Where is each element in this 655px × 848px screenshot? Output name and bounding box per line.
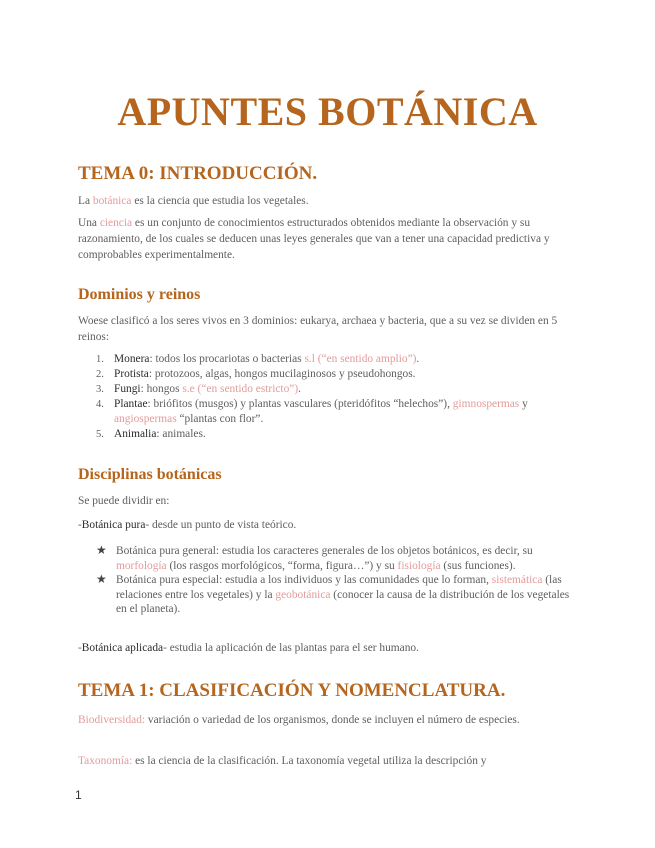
keyword: angiospermas xyxy=(114,413,177,425)
paragraph-biodiversidad xyxy=(78,712,578,728)
paragraph-woese: Woese clasificó a los seres vivos en 3 dominios: eukarya, archaea y bacteria, que a su vez se dividen en 5 reinos: xyxy=(78,315,558,343)
heading-dominios: Dominios y reinos xyxy=(78,286,201,303)
text: - desde un punto de vista teórico. xyxy=(145,519,297,531)
reinos-list xyxy=(78,352,578,442)
keyword: sistemática xyxy=(491,574,543,586)
text: Botánica pura general: estudia los caracteres generales de los objetos botánicos, es decir, su xyxy=(116,545,533,557)
document-title: APUNTES BOTÁNICA xyxy=(117,89,538,134)
paragraph-ciencia xyxy=(78,215,578,263)
term: Botánica aplicada xyxy=(81,642,164,654)
term: Fungi xyxy=(114,383,141,395)
list-item xyxy=(78,352,578,367)
text: - estudia la aplicación de las plantas para el ser humano. xyxy=(163,642,419,654)
paragraph-botanica-aplicada xyxy=(78,640,578,656)
list-item xyxy=(78,367,578,382)
text: es la ciencia de la clasificación. La taxonomía vegetal utiliza la descripción y xyxy=(132,755,487,767)
text: : protozoos, algas, hongos mucilaginosos y pseudohongos. xyxy=(148,368,416,380)
text: . xyxy=(416,353,420,365)
text: variación o variedad de los organismos, donde se incluyen el número de especies. xyxy=(145,714,520,726)
keyword: geobotánica xyxy=(275,588,331,601)
keyword-ciencia: ciencia xyxy=(99,217,133,229)
list-item xyxy=(78,573,578,617)
text: - xyxy=(78,642,82,654)
text: . xyxy=(298,383,301,395)
text: (sus funciones). xyxy=(440,559,516,572)
text: (conocer la causa de la distribución de los vegetales en el planeta). xyxy=(116,588,570,615)
text: es un conjunto de conocimientos estructurados obtenidos mediante la observación y su razonamiento, de los cuales se deducen unas leyes generales que van a tener una capacidad predictiva y comprobables experimentalmente. xyxy=(78,217,550,261)
list-item xyxy=(78,397,578,427)
keyword: fisiología xyxy=(397,559,441,572)
paragraph-dividir: Se puede dividir en: xyxy=(78,495,170,507)
term: Monera xyxy=(114,353,150,365)
text: : briófitos (musgos) y plantas vasculares (pteridófitos “helechos”), xyxy=(147,398,453,410)
keyword: gimnospermas xyxy=(452,398,520,410)
keyword: morfología xyxy=(116,559,167,572)
term: Protista xyxy=(114,368,149,380)
term: Plantae xyxy=(114,398,148,410)
star-bullet-icon: ★ xyxy=(96,572,107,586)
paragraph-botanica xyxy=(78,193,578,209)
keyword-taxonomia: Taxonomía: xyxy=(78,755,133,767)
heading-tema-0: TEMA 0: INTRODUCCIÓN. xyxy=(78,163,318,184)
list-item xyxy=(78,544,578,573)
list-number: 5. xyxy=(96,429,104,440)
list-item xyxy=(78,427,578,442)
text: “plantas con flor”. xyxy=(176,413,264,425)
list-number: 2. xyxy=(96,369,104,380)
text: (los rasgos morfológicos, “forma, figura…”) y su xyxy=(166,559,398,572)
term: Animalia xyxy=(114,428,157,440)
text: Una xyxy=(78,217,100,229)
text: : hongos xyxy=(140,383,183,395)
keyword: s.l (“en sentido amplio”) xyxy=(304,353,417,365)
list-number: 4. xyxy=(96,399,104,410)
text: : animales. xyxy=(156,428,206,440)
paragraph-botanica-pura xyxy=(78,517,578,533)
list-number: 3. xyxy=(96,384,104,395)
text: y xyxy=(519,398,528,410)
paragraph-taxonomia xyxy=(78,753,578,769)
list-number: 1. xyxy=(96,354,104,365)
keyword-botanica: botánica xyxy=(92,195,132,207)
heading-tema-1: TEMA 1: CLASIFICACIÓN Y NOMENCLATURA. xyxy=(78,680,506,701)
list-item xyxy=(78,382,578,397)
text: - xyxy=(78,519,82,531)
star-bullet-icon: ★ xyxy=(96,543,107,557)
text: La xyxy=(78,195,93,207)
text: es la ciencia que estudia los vegetales. xyxy=(131,195,309,207)
keyword-biodiversidad: Biodiversidad: xyxy=(78,714,146,726)
text: : todos los procariotas o bacterias xyxy=(149,353,305,365)
botanica-pura-list xyxy=(78,544,578,617)
term: Botánica pura xyxy=(81,519,146,531)
page-number: 1 xyxy=(75,788,82,802)
text: (las relaciones entre los vegetales) y la xyxy=(116,574,562,601)
heading-disciplinas: Disciplinas botánicas xyxy=(78,466,222,483)
keyword: s.e (“en sentido estricto”) xyxy=(182,383,299,395)
text: Botánica pura especial: estudia a los individuos y las comunidades que lo forman, xyxy=(116,574,492,586)
